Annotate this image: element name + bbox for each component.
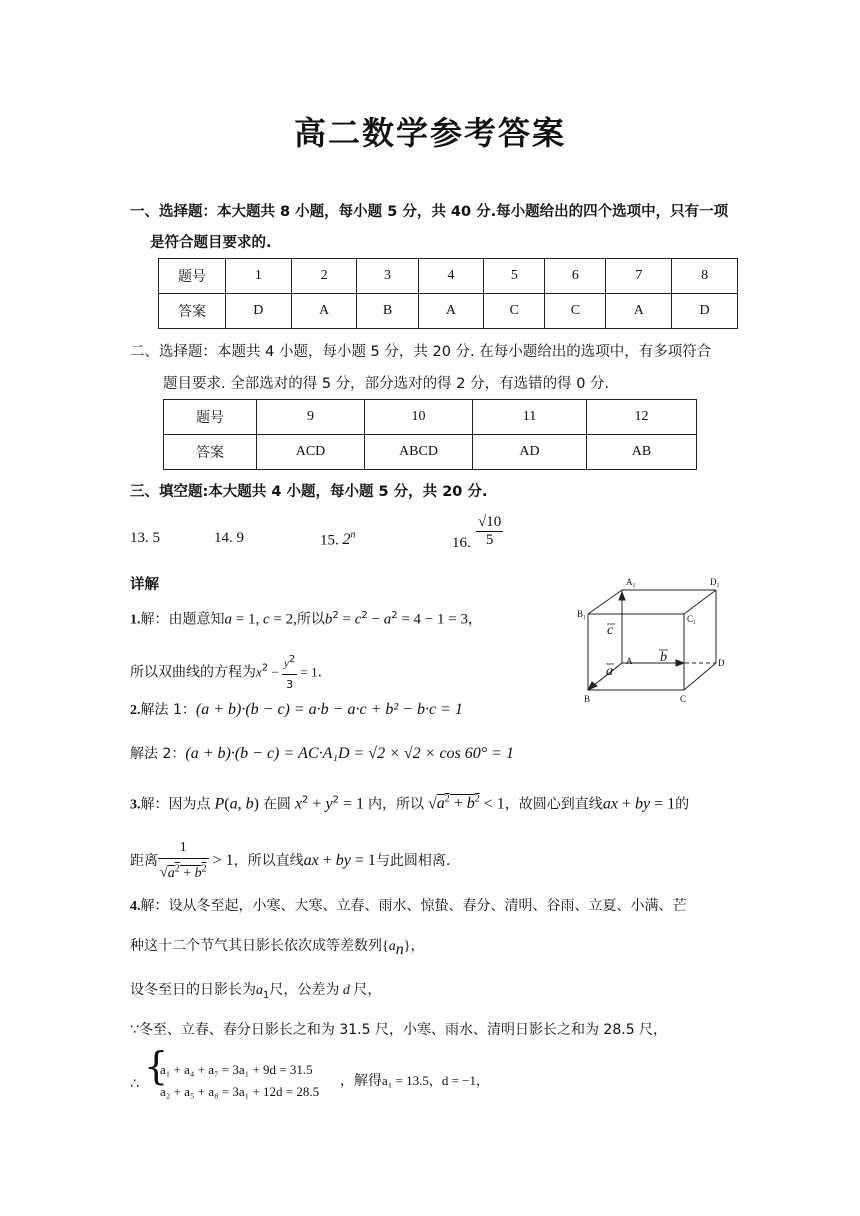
vector-c-label: c <box>607 623 614 638</box>
q2-method1-expr: (a + b)·(b − c) = a·b − a·c + b² − b·c = 1 <box>195 701 463 718</box>
q3-text-e: 的 <box>675 796 690 813</box>
label-a: A <box>626 656 633 666</box>
label-d1: D₁ <box>710 577 720 587</box>
answer-cell: D <box>672 294 738 329</box>
label-b: B <box>584 694 591 704</box>
q3-text-distance: 距离 <box>130 852 158 869</box>
q4-line3: 设冬至日的日影长为$a_1$尺，公差为 d 尺， <box>130 982 382 1001</box>
section1-line1: 一、选择题：本大题共 8 小题，每小题 5 分，共 40 分.每小题给出的四个选项中，只有一项 <box>130 204 729 220</box>
answer-14: 14. 9 <box>214 530 244 546</box>
answer-15-label: 15. <box>320 532 339 549</box>
q4-text-2: 种这十二个节气其日影长依次成等差数列 <box>130 938 382 954</box>
question-number: 6 <box>545 259 606 294</box>
label-b1: B₁ <box>577 609 587 619</box>
question-number: 5 <box>484 259 545 294</box>
answer-16-label: 16. <box>452 535 471 551</box>
detail-heading: 详解 <box>130 577 159 593</box>
q4-text-3c: 尺， <box>353 982 382 998</box>
q2-line1 <box>130 700 463 721</box>
q1-text-end: ， <box>467 611 482 628</box>
label-c: C <box>680 694 687 704</box>
label-c1: C₁ <box>687 614 697 624</box>
answer-table-1 <box>158 258 738 329</box>
q2-method1-label: 解法 1： <box>140 702 196 718</box>
q4-label: 4. <box>130 899 141 914</box>
q1-text-mid: 所以 <box>296 611 325 628</box>
q4-eq1: a₁ + a₄ + a₇ = 3a₁ + 9d = 31.5 <box>160 1062 313 1077</box>
q2-method2-expr: (a + b)·(b − c) = AC·A₁D = √2 × √2 × cos 60° = 1 <box>185 745 514 762</box>
question-number: 2 <box>291 259 357 294</box>
q3-label: 3. <box>130 797 141 813</box>
q4-line1 <box>130 896 687 917</box>
question-number: 7 <box>606 259 672 294</box>
q3-text-line: ，所以直线 <box>233 852 304 869</box>
question-number: 11 <box>473 400 587 435</box>
answer-table-2 <box>163 399 697 470</box>
q2-method2-label: 解法 2： <box>130 746 186 762</box>
q4-text-3a: 设冬至日的日影长为 <box>130 982 256 998</box>
answer-label: 答案 <box>164 435 257 470</box>
vector-b-label: b <box>660 650 667 665</box>
q4-eq2: a₂ + a₅ + a₈ = 3a₁ + 12d = 28.5 <box>160 1084 320 1099</box>
q4-line4: ∵冬至、立春、春分日影长之和为 31.5 尺，小寒、雨水、清明日影长之和为 28.5 尺， <box>130 1022 668 1038</box>
q4-solve-values: a₁ = 13.5，d = −1， <box>382 1073 490 1088</box>
q4-line2: 种这十二个节气其日影长依次成等差数列$\{a_n\}$， <box>130 938 425 958</box>
answer-cell: B <box>357 294 418 329</box>
section2-line2: 题目要求. 全部选对的得 5 分，部分选对的得 2 分，有选错的得 0 分. <box>163 376 610 392</box>
answer-cell: A <box>606 294 672 329</box>
section1-line2: 是符合题目要求的. <box>150 235 272 251</box>
q1-label: 1. <box>130 612 141 628</box>
answer-cell: C <box>484 294 545 329</box>
q3-text-d: ，故圆心到直线 <box>504 796 603 813</box>
answer-13: 13. 5 <box>130 530 160 546</box>
fraction-numerator: √10 <box>478 514 502 530</box>
q3-line1: 3.解：因为点 P(a, b) 在圆 $x^2 + y^2 = 1$ 内，所以 $√a^2 + b^2 < 1$，故圆心到直线ax + by = 1的 <box>130 794 690 813</box>
answer-cell: C <box>545 294 606 329</box>
q1-line2-text: 所以双曲线的方程为 <box>130 664 256 681</box>
cube-figure <box>570 572 740 712</box>
header-label: 题号 <box>159 259 226 294</box>
q3-text-c: 内，所以 <box>367 796 424 813</box>
q4-text-3b: 尺，公差为 <box>269 982 340 998</box>
page-title: 高二数学参考答案 <box>293 114 566 152</box>
answer-cell: A <box>291 294 357 329</box>
answer-cell: A <box>418 294 484 329</box>
answer-cell: ACD <box>257 435 365 470</box>
question-number: 12 <box>587 400 697 435</box>
q1-line1: 1.解：由题意知a = 1, c = 2,所以$b^2 = c^2 - a^2 = 4 - 1 = 3$， <box>130 610 482 628</box>
vector-a-label: a <box>606 664 613 679</box>
label-a1: A₁ <box>626 577 636 587</box>
answer-label: 答案 <box>159 294 226 329</box>
q3-line2: 距离 $\frac{1}{√a^2 + b^2}$ > 1，所以直线ax + by = 1与此圆相离. <box>130 840 451 881</box>
label-d: D <box>718 658 725 668</box>
question-number: 3 <box>357 259 418 294</box>
q4-solve: ，解得 <box>340 1073 382 1089</box>
q2-line2 <box>130 744 514 764</box>
answer-16-fraction <box>476 514 503 549</box>
answer-15: 15. 2$^n$ <box>320 530 356 549</box>
q3-text-end: 与此圆相离. <box>375 852 451 869</box>
question-number: 9 <box>257 400 365 435</box>
answer-cell: D <box>226 294 292 329</box>
header-label: 题号 <box>164 400 257 435</box>
q1-line2-end: . <box>317 664 323 681</box>
answer-cell: AD <box>473 435 587 470</box>
question-number: 8 <box>672 259 738 294</box>
question-number: 1 <box>226 259 292 294</box>
q4-text-1: 解：设从冬至起，小寒、大寒、立春、雨水、惊蛰、春分、清明、谷雨、立夏、小满、芒 <box>140 898 687 914</box>
q2-label: 2. <box>130 703 141 718</box>
answer-cell: AB <box>587 435 697 470</box>
answer-cell: ABCD <box>365 435 473 470</box>
q3-text-b: 在圆 <box>262 796 291 813</box>
q1-text: 解：由题意知 <box>140 611 225 628</box>
fraction-denominator: 5 <box>485 532 494 548</box>
section2-line1: 二、选择题：本题共 4 小题，每小题 5 分，共 20 分. 在每小题给出的选项中，有多项符合 <box>130 344 712 360</box>
question-number: 4 <box>418 259 484 294</box>
q3-text-a: 解：因为点 <box>140 796 211 813</box>
section3-line1: 三、填空题:本大题共 4 小题，每小题 5 分，共 20 分. <box>130 484 488 500</box>
q1-line2: 所以双曲线的方程为$x^2$ − $\frac{y^2}{3}$ = 1. <box>130 650 322 695</box>
question-number: 10 <box>365 400 473 435</box>
